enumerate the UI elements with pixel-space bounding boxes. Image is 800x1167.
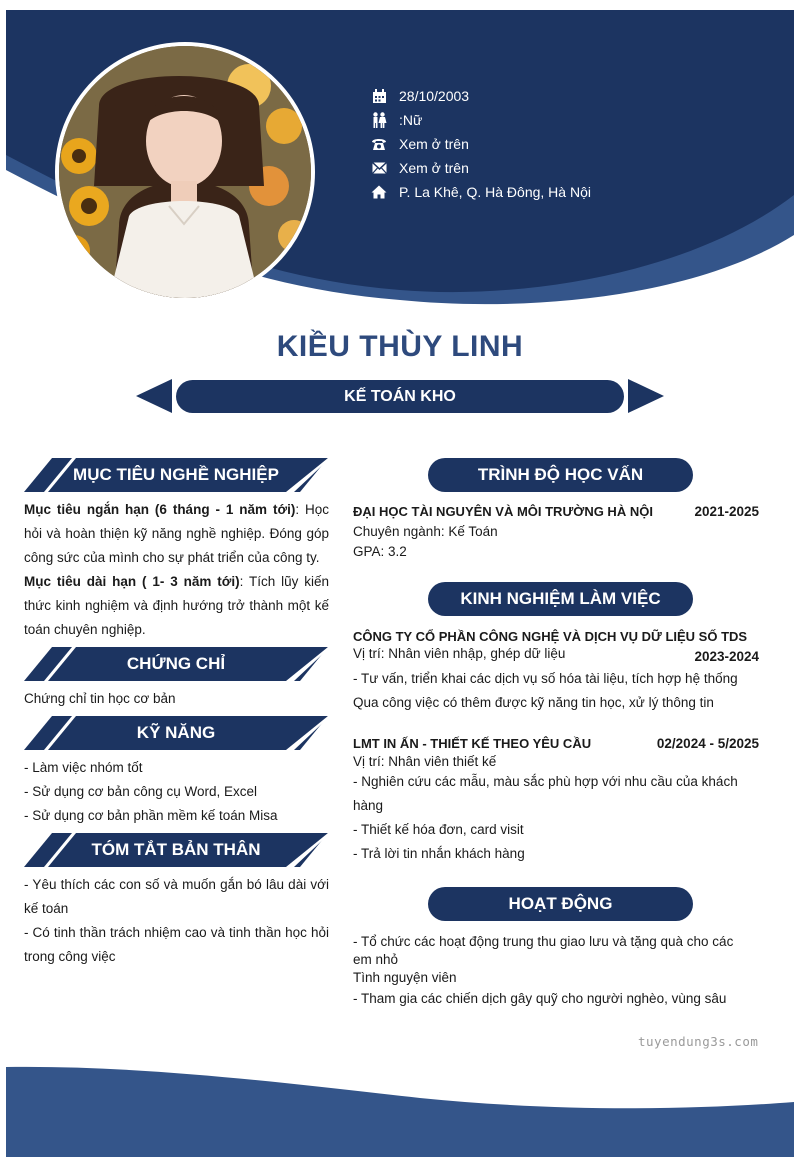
right-arrow-decoration — [628, 379, 664, 413]
watermark: tuyendung3s.com — [638, 1034, 759, 1049]
objective-heading — [24, 458, 328, 492]
short-term-text: : Học hỏi và hoàn thiện kỹ năng nghề nghiệp. Đóng góp công sức của mình cho sự phát triển của công ty. — [24, 502, 329, 565]
education-major: Chuyên ngành: Kế Toán — [353, 524, 498, 539]
calendar-icon — [371, 88, 387, 104]
email-row — [371, 156, 591, 180]
birthday-row — [371, 84, 591, 108]
job-title: KẾ TOÁN KHO — [176, 380, 624, 413]
gender-row — [371, 108, 591, 132]
activities-heading: HOẠT ĐỘNG — [428, 887, 693, 921]
skills-heading — [24, 716, 328, 750]
summary-heading-text: TÓM TẮT BẢN THÂN — [91, 840, 261, 859]
phone-text: Xem ở trên — [399, 136, 469, 152]
skill-item: - Làm việc nhóm tốt — [24, 760, 143, 775]
phone-row — [371, 132, 591, 156]
skill-item: - Sử dụng cơ bản công cụ Word, Excel — [24, 784, 258, 799]
education-gpa: GPA: 3.2 — [353, 544, 407, 559]
phone-icon — [371, 136, 387, 152]
job-position: Vị trí: Nhân viên nhập, ghép dữ liệu — [353, 646, 566, 661]
home-icon — [371, 184, 387, 200]
email-text: Xem ở trên — [399, 160, 469, 176]
objective-heading-text: MỤC TIÊU NGHỀ NGHIỆP — [73, 465, 279, 484]
skill-item: - Sử dụng cơ bản phần mềm kế toán Misa — [24, 808, 278, 823]
contact-info — [371, 84, 591, 204]
certificates-list — [24, 687, 329, 711]
skills-list — [24, 756, 329, 828]
certificates-heading-text: CHỨNG CHỈ — [126, 654, 226, 673]
job-line: - Tư vấn, triển khai các dịch vụ số hóa tài liệu, tích hợp hệ thống — [353, 671, 738, 686]
activity-line: Tình nguyện viên — [353, 970, 457, 985]
job-company: CÔNG TY CỔ PHẦN CÔNG NGHỆ VÀ DỊCH VỤ DỮ LIỆU SỐ TDS — [353, 629, 748, 644]
education-block — [353, 504, 763, 562]
certificates-heading — [24, 647, 328, 681]
job-position: Vị trí: Nhân viên thiết kế — [353, 754, 497, 769]
envelope-icon — [371, 160, 387, 176]
certificate-item: Chứng chỉ tin học cơ bản — [24, 691, 176, 706]
experience-job-2 — [353, 736, 763, 866]
objective-text — [24, 498, 329, 642]
school-name: ĐẠI HỌC TÀI NGUYÊN VÀ MÔI TRƯỜNG HÀ NỘI — [353, 504, 653, 519]
job-period: 02/2024 - 5/2025 — [656, 736, 759, 751]
gender-icon — [371, 112, 387, 128]
activity-line: - Tham gia các chiến dịch gây quỹ cho người nghèo, vùng sâu — [353, 991, 727, 1006]
job-line: Qua công việc có thêm được kỹ năng tin học, xử lý thông tin — [353, 695, 714, 710]
left-arrow-decoration — [136, 379, 172, 413]
gender-text: :Nữ — [399, 112, 423, 128]
job-period: 2023-2024 — [694, 649, 759, 664]
summary-list — [24, 873, 329, 969]
address-text: P. La Khê, Q. Hà Đông, Hà Nội — [399, 184, 591, 200]
activities-block — [353, 933, 753, 1011]
education-heading: TRÌNH ĐỘ HỌC VẤN — [428, 458, 693, 492]
summary-item: - Có tinh thần trách nhiệm cao và tinh thần học hỏi trong công việc — [24, 925, 329, 964]
education-period: 2021-2025 — [694, 504, 759, 519]
long-term-text: : Tích lũy kiến thức kinh nghiệm và định hướng trở thành một kế toán chuyên nghiệp. — [24, 574, 329, 637]
activity-line: - Tổ chức các hoạt động trung thu giao lưu và tặng quà cho các em nhỏ — [353, 934, 734, 967]
profile-photo — [55, 42, 315, 302]
experience-heading: KINH NGHIỆM LÀM VIỆC — [428, 582, 693, 616]
skills-heading-text: KỸ NĂNG — [136, 723, 216, 742]
experience-job-1 — [353, 628, 763, 715]
full-name: KIỀU THÙY LINH — [276, 330, 524, 363]
job-line: - Trả lời tin nhắn khách hàng — [353, 846, 525, 861]
birthday-text: 28/10/2003 — [399, 88, 470, 104]
job-line: - Nghiên cứu các mẫu, màu sắc phù hợp với nhu cầu của khách hàng — [353, 774, 738, 813]
summary-item: - Yêu thích các con số và muốn gắn bó lâu dài với kế toán — [24, 877, 329, 916]
footer-background — [0, 1040, 800, 1167]
job-company: LMT IN ẤN - THIẾT KẾ THEO YÊU CẦU — [353, 736, 592, 751]
short-term-label: Mục tiêu ngắn hạn (6 tháng - 1 năm tới) — [24, 502, 296, 517]
address-row — [371, 180, 591, 204]
summary-heading — [24, 833, 328, 867]
job-line: - Thiết kế hóa đơn, card visit — [353, 822, 524, 837]
long-term-label: Mục tiêu dài hạn ( 1- 3 năm tới) — [24, 574, 240, 589]
